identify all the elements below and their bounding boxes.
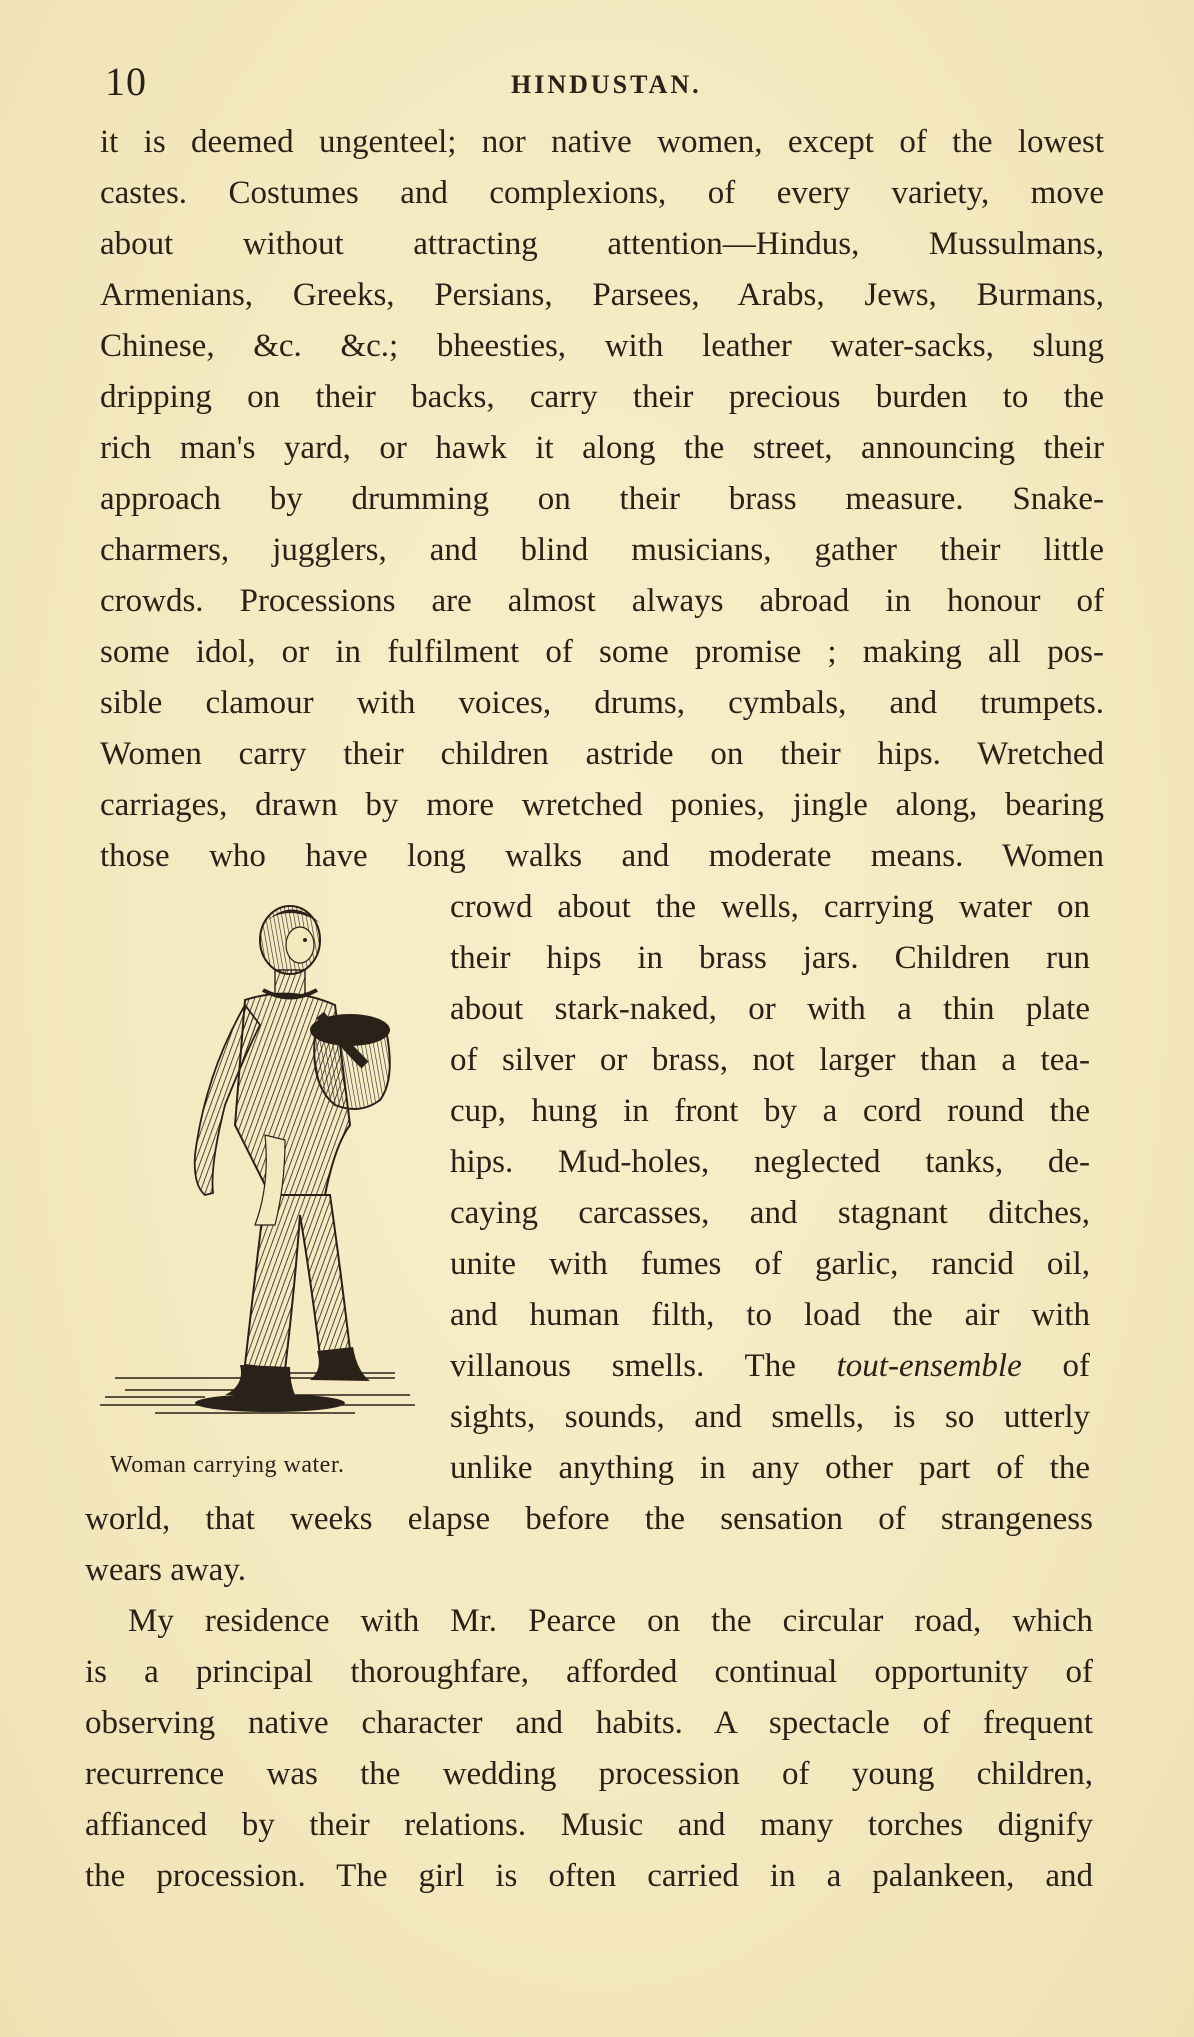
text-line: dripping on their backs, carry their precious burden to the [100, 379, 1104, 415]
text-line: about without attracting attention—Hindus, Mussulmans, [100, 226, 1104, 262]
text-line: rich man's yard, or hawk it along the street, announcing their [100, 430, 1104, 466]
text-line: it is deemed ungenteel; nor native women, except of the lowest [100, 124, 1104, 160]
text-line: the procession. The girl is often carried in a palankeen, and [85, 1858, 1093, 1894]
text-line: observing native character and habits. A spectacle of frequent [85, 1705, 1093, 1741]
text-run: of [1021, 1348, 1090, 1384]
engraving-woman-carrying-water-icon [95, 895, 425, 1445]
text-line [450, 1346, 1090, 1386]
text-line: approach by drumming on their brass measure. Snake- [100, 481, 1104, 517]
text-line: their hips in brass jars. Children run [450, 940, 1090, 976]
text-line: castes. Costumes and complexions, of every variety, move [100, 175, 1104, 211]
running-title: HINDUSTAN. [511, 70, 702, 99]
text-line: and human filth, to load the air with [450, 1297, 1090, 1333]
text-line: Armenians, Greeks, Persians, Parsees, Arabs, Jews, Burmans, [100, 277, 1104, 313]
text-line: charmers, jugglers, and blind musicians, gather their little [100, 532, 1104, 568]
running-head [105, 58, 1095, 108]
page-number: 10 [105, 59, 147, 104]
text-line: My residence with Mr. Pearce on the circular road, which [128, 1603, 1093, 1639]
text-line: some idol, or in fulfilment of some promise ; making all pos- [100, 634, 1104, 670]
text-line: caying carcasses, and stagnant ditches, [450, 1195, 1090, 1231]
text-run: villanous smells. The [450, 1348, 837, 1384]
italic-phrase: tout-ensemble [836, 1348, 1022, 1384]
text-line: recurrence was the wedding procession of young children, [85, 1756, 1093, 1792]
text-line: of silver or brass, not larger than a tea- [450, 1042, 1090, 1078]
text-line: those who have long walks and moderate means. Women [100, 838, 1104, 874]
text-line: wears away. [85, 1552, 246, 1588]
illustration [95, 895, 425, 1495]
text-line: cup, hung in front by a cord round the [450, 1093, 1090, 1129]
text-line: hips. Mud-holes, neglected tanks, de- [450, 1144, 1090, 1180]
text-line: Women carry their children astride on their hips. Wretched [100, 736, 1104, 772]
text-line: world, that weeks elapse before the sensation of strangeness [85, 1501, 1093, 1537]
text-line: sible clamour with voices, drums, cymbals, and trumpets. [100, 685, 1104, 721]
text-line: unite with fumes of garlic, rancid oil, [450, 1246, 1090, 1282]
text-line: about stark-naked, or with a thin plate [450, 991, 1090, 1027]
figure-caption: Woman carrying water. [110, 1452, 345, 1478]
text-line: crowd about the wells, carrying water on [450, 889, 1090, 925]
text-line: sights, sounds, and smells, is so utterly [450, 1399, 1090, 1435]
text-line: carriages, drawn by more wretched ponies, jingle along, bearing [100, 787, 1104, 823]
text-line: is a principal thoroughfare, afforded continual opportunity of [85, 1654, 1093, 1690]
text-line: unlike anything in any other part of the [450, 1450, 1090, 1486]
text-line: crowds. Processions are almost always abroad in honour of [100, 583, 1104, 619]
text-line: Chinese, &c. &c.; bheesties, with leather water-sacks, slung [100, 328, 1104, 364]
text-line: affianced by their relations. Music and many torches dignify [85, 1807, 1093, 1843]
